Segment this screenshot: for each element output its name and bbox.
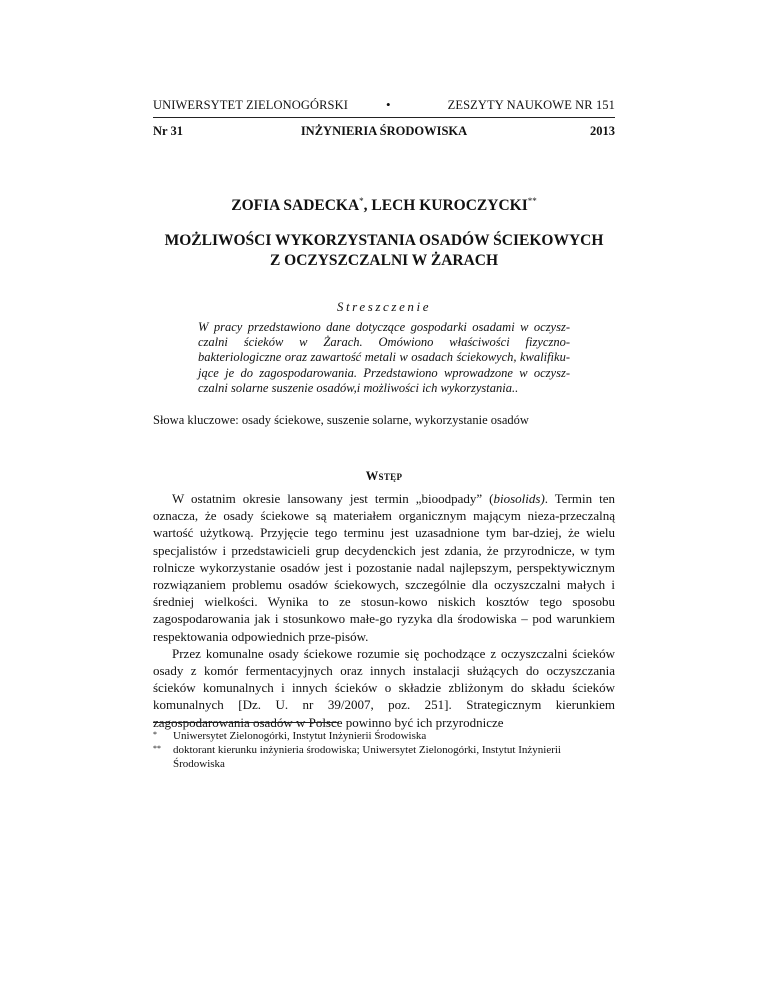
paragraph-1 bbox=[153, 490, 615, 645]
paragraph-1-start: W ostatnim okresie lansowany jest termin „bioodpady” ( bbox=[172, 491, 494, 506]
header-journal: ZESZYTY NAUKOWE NR 151 bbox=[447, 98, 615, 112]
abstract-heading: Streszczenie bbox=[336, 299, 432, 314]
footnote-2-text: doktorant kierunku inżynieria środowiska; Uniwersytet Zielonogórki, Instytut Inżynierii Środowiska bbox=[173, 744, 561, 770]
authors bbox=[153, 197, 615, 215]
title-line-2: Z OCZYSZCZALNI W ŻARACH bbox=[269, 252, 499, 269]
header-university: UNIWERSYTET ZIELONOGÓRSKI bbox=[153, 98, 348, 112]
article-title bbox=[153, 231, 615, 271]
footnote-1-mark: * bbox=[153, 730, 157, 739]
section-heading: Wstęp bbox=[365, 469, 403, 483]
header-series: INŻYNIERIA ŚRODOWISKA bbox=[300, 124, 468, 138]
paragraph-2: Przez komunalne osady ściekowe rozumie się pochodzące z oczyszczalni ścieków osady z komór fermentacyjnych oraz innych instalacji służących do oczyszczania ścieków komunalnych i innych ścieków o składzie zbliżonym do składu ścieków komunalnych [Dz. U. nr 39/2007, poz. 251]. Strategicznym kierunkiem zagospodarowania osadów w Polsce powinno być ich przyrodnicze bbox=[153, 645, 615, 730]
author-first-mark: * bbox=[359, 195, 364, 206]
running-header-top bbox=[153, 98, 615, 116]
footnote-2 bbox=[153, 744, 613, 771]
header-bullet: • bbox=[386, 97, 391, 112]
paragraph-1-rest: . Termin ten oznacza, że osady ściekowe są materiałem organicznym mającym nieza-przeczalną wartość użytkową. Przyjęcie tego terminu jest uzasadnione tym bar-dziej, że wielu specjalistów i przedstawicieli grup decydenckich jest zdania, że przyrodnicze, w tym rolnicze wykorzystanie osadów jest i pozostanie nadal najlepszym, perspektywicznym rozwiązaniem problemu osadów ściekowych, szczególnie dla oczyszczalni małych i średniej wielkości. Wynika to ze stosun-kowo niskich kosztów tego sposobu zagospodarowania jak i stosunkowo małe-go ryzyka dla środowiska – pod warunkiem respektowania odpowiednich prze-pisów. bbox=[153, 491, 615, 644]
body-text bbox=[153, 490, 615, 731]
author-second: LECH KUROCZYCKI bbox=[371, 197, 528, 214]
footnote-1 bbox=[153, 730, 613, 744]
title-line-1: MOŻLIWOŚCI WYKORZYSTANIA OSADÓW ŚCIEKOWYCH bbox=[164, 232, 604, 249]
keywords: Słowa kluczowe: osady ściekowe, suszenie solarne, wykorzystanie osadów bbox=[153, 413, 529, 427]
header-rule bbox=[153, 117, 615, 118]
running-header-bottom bbox=[153, 124, 615, 142]
footnote-2-mark: ** bbox=[153, 744, 161, 753]
paragraph-1-term: biosolids) bbox=[493, 491, 545, 506]
footnote-1-text: Uniwersytet Zielonogórki, Instytut Inżynierii Środowiska bbox=[173, 730, 427, 742]
header-issue: Nr 31 bbox=[153, 124, 183, 138]
author-second-mark: ** bbox=[527, 195, 537, 206]
footnote-rule bbox=[153, 722, 339, 723]
author-separator: , bbox=[363, 197, 372, 214]
abstract-text: W pracy przedstawiono dane dotyczące gospodarki osadami w oczysz-czalni ścieków w Żarach. Omówiono właściwości fizyczno-bakteriologiczne oraz zawartość metali w osadach ściekowych, kwalifiku-jące je do zagospodarowania. Przedstawiono wprowadzone w oczysz-czalni solarne suszenie osadów,i możliwości ich wykorzystania.. bbox=[198, 320, 570, 395]
author-first: ZOFIA SADECKA bbox=[231, 197, 360, 214]
header-year: 2013 bbox=[590, 124, 615, 138]
